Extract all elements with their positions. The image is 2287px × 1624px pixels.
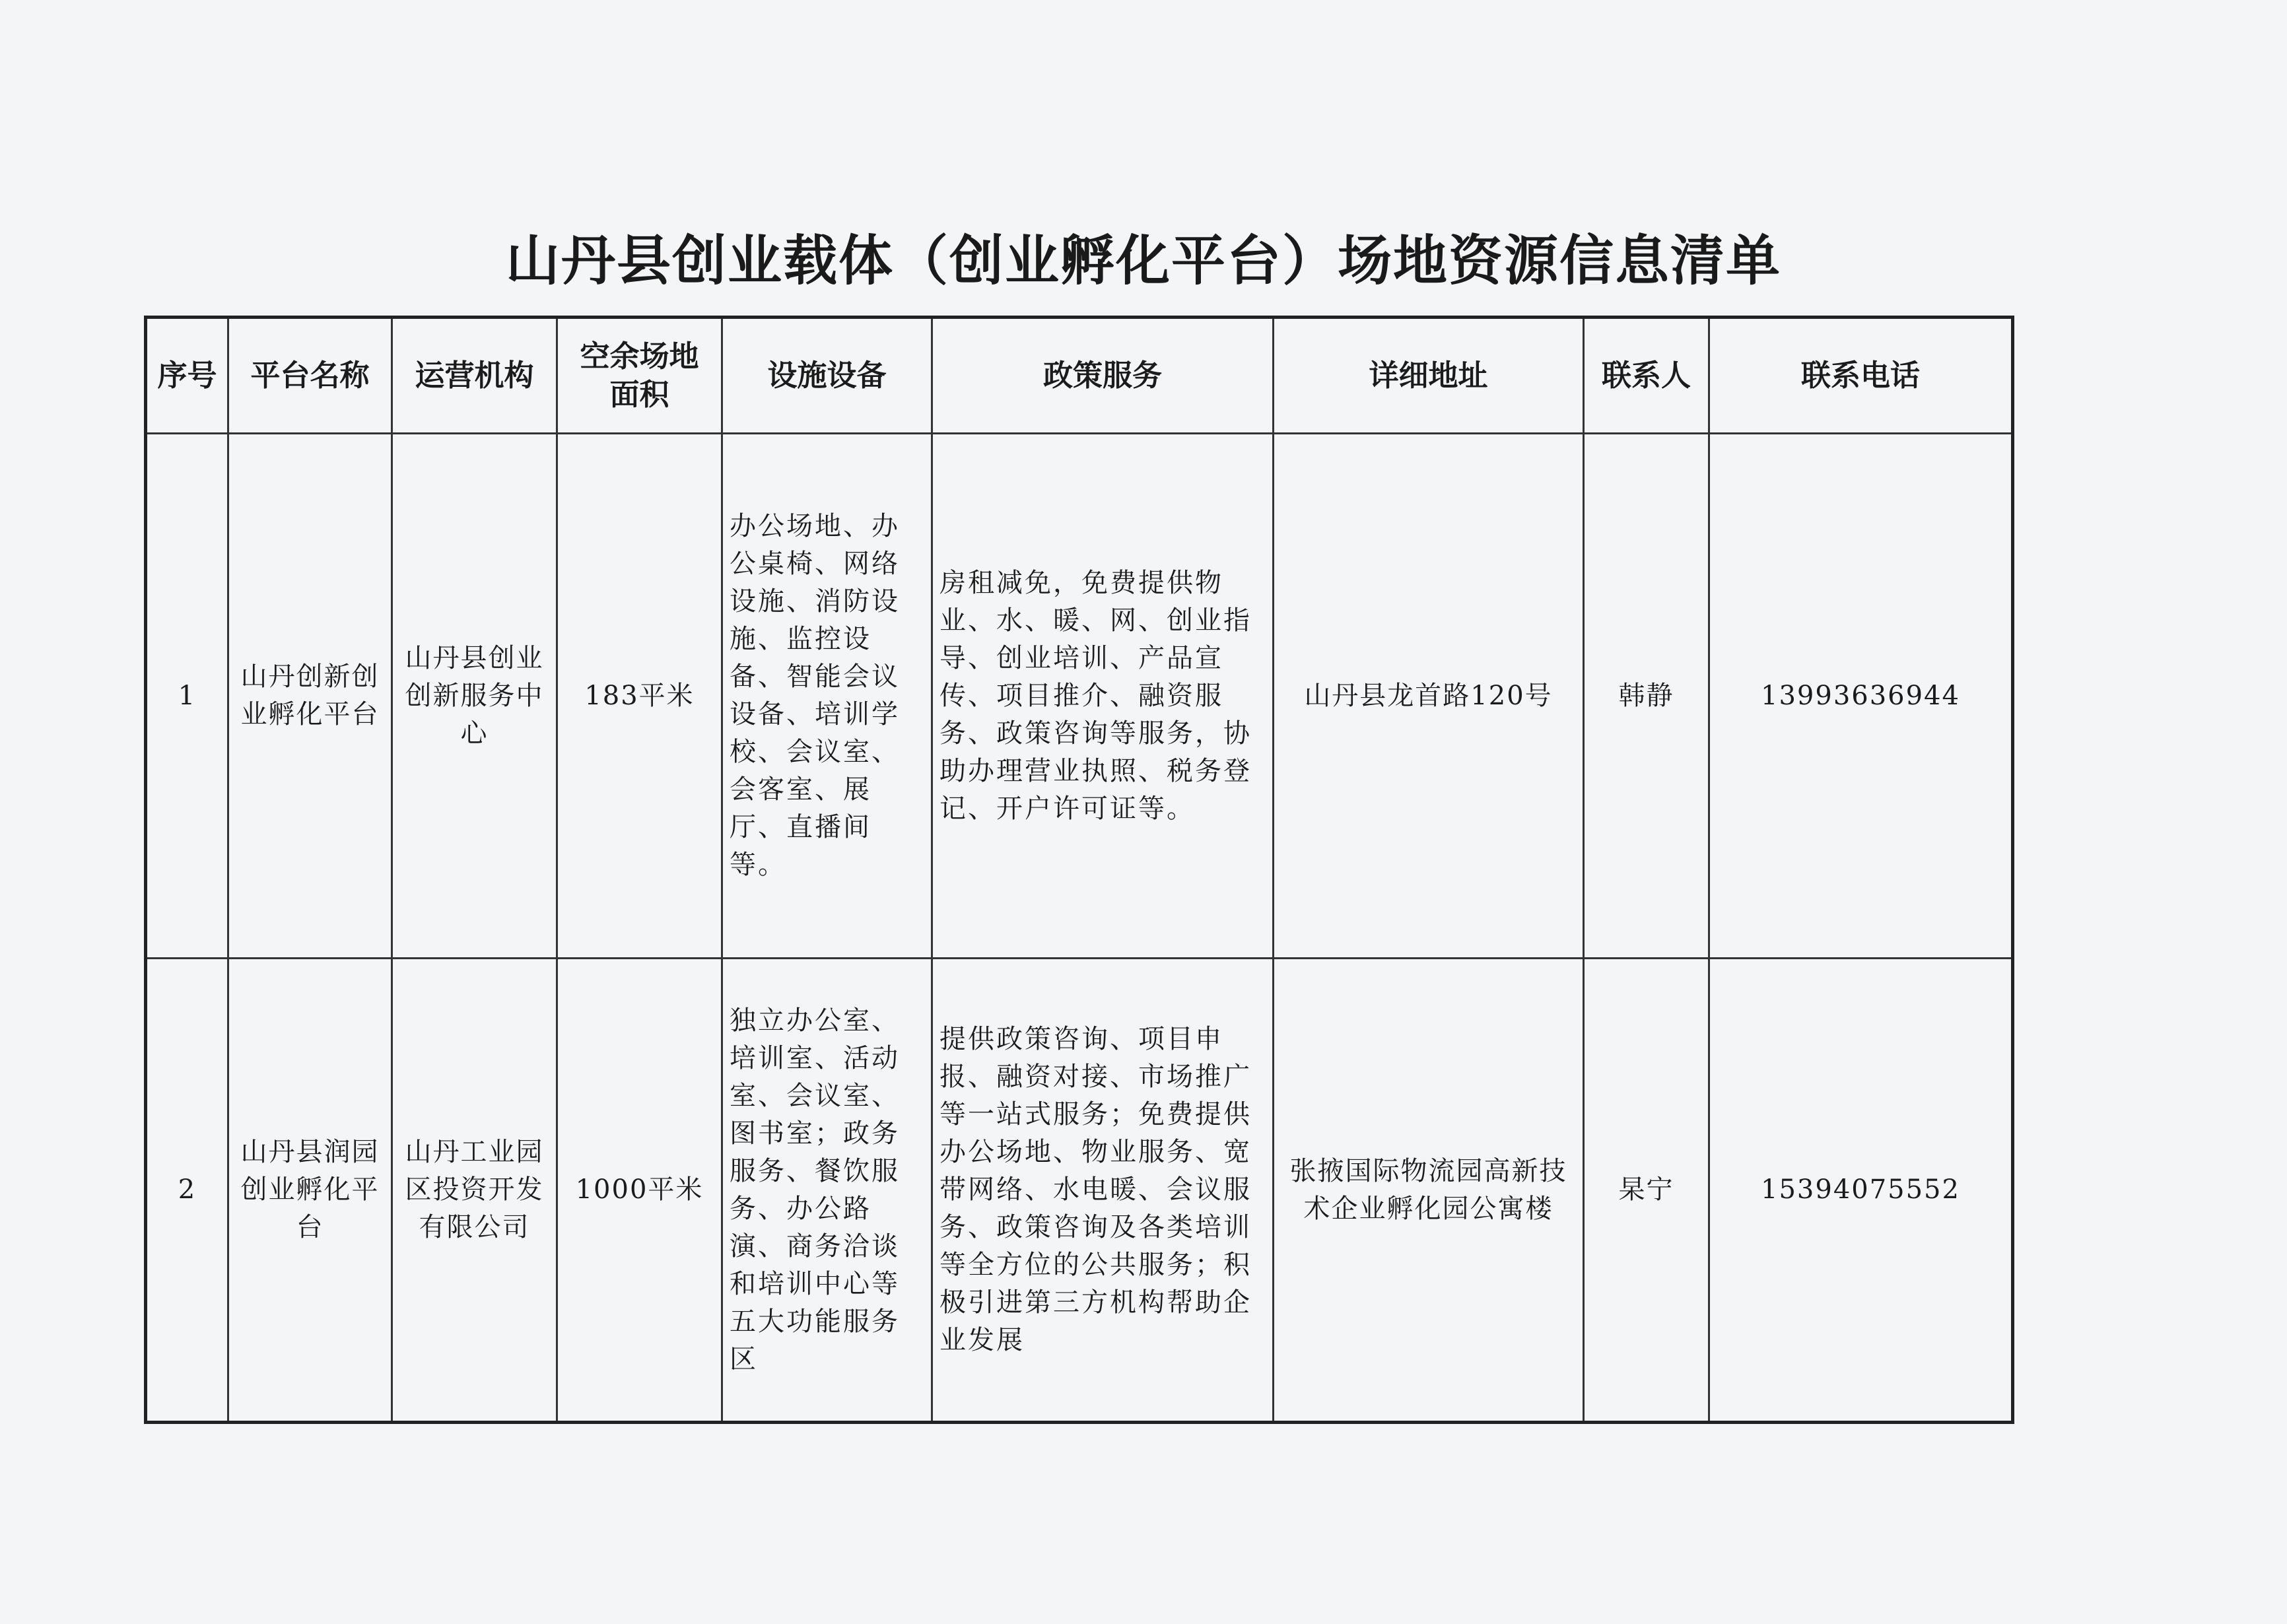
cell-facilities: 办公场地、办公桌椅、网络设施、消防设施、监控设备、智能会议设备、培训学校、会议室、会客室、展厅、直播间等。 [722,434,932,959]
header-phone: 联系电话 [1709,318,2013,434]
cell-facilities: 独立办公室、培训室、活动室、会议室、图书室；政务服务、餐饮服务、办公路演、商务洽谈和培训中心等五大功能服务区 [722,959,932,1423]
cell-phone: 13993636944 [1709,434,2013,959]
cell-address: 山丹县龙首路120号 [1274,434,1584,959]
header-area-line1: 空余场地 [580,339,699,374]
cell-operator: 山丹工业园区投资开发有限公司 [392,959,557,1423]
page-title: 山丹县创业载体（创业孵化平台）场地资源信息清单 [505,229,1781,292]
cell-operator: 山丹县创业创新服务中心 [392,434,557,959]
header-row [146,318,2013,434]
header-facilities: 设施设备 [722,318,932,434]
cell-seq: 2 [146,959,228,1423]
cell-seq: 1 [146,434,228,959]
cell-policy: 提供政策咨询、项目申报、融资对接、市场推广等一站式服务；免费提供办公场地、物业服务、宽带网络、水电暖、会议服务、政策咨询及各类培训等全方位的公共服务；积极引进第三方机构帮助企业发展 [932,959,1274,1423]
cell-policy: 房租减免，免费提供物业、水、暖、网、创业指导、创业培训、产品宣传、项目推介、融资服务、政策咨询等服务，协助办理营业执照、税务登记、开户许可证等。 [932,434,1274,959]
cell-platform: 山丹县润园创业孵化平台 [228,959,392,1423]
header-contact: 联系人 [1584,318,1709,434]
cell-phone: 15394075552 [1709,959,2013,1423]
header-seq: 序号 [146,318,228,434]
cell-area: 1000平米 [557,959,722,1423]
cell-area: 183平米 [557,434,722,959]
header-operator: 运营机构 [392,318,557,434]
header-policy: 政策服务 [932,318,1274,434]
header-platform: 平台名称 [228,318,392,434]
cell-contact: 韩静 [1584,434,1709,959]
header-area [557,318,722,434]
table-row [146,959,2013,1423]
header-area-line2: 面积 [609,377,669,412]
cell-address: 张掖国际物流园高新技术企业孵化园公寓楼 [1274,959,1584,1423]
header-address: 详细地址 [1274,318,1584,434]
cell-contact: 杲宁 [1584,959,1709,1423]
cell-platform: 山丹创新创业孵化平台 [228,434,392,959]
table-row [146,434,2013,959]
resource-table [144,316,2014,1424]
